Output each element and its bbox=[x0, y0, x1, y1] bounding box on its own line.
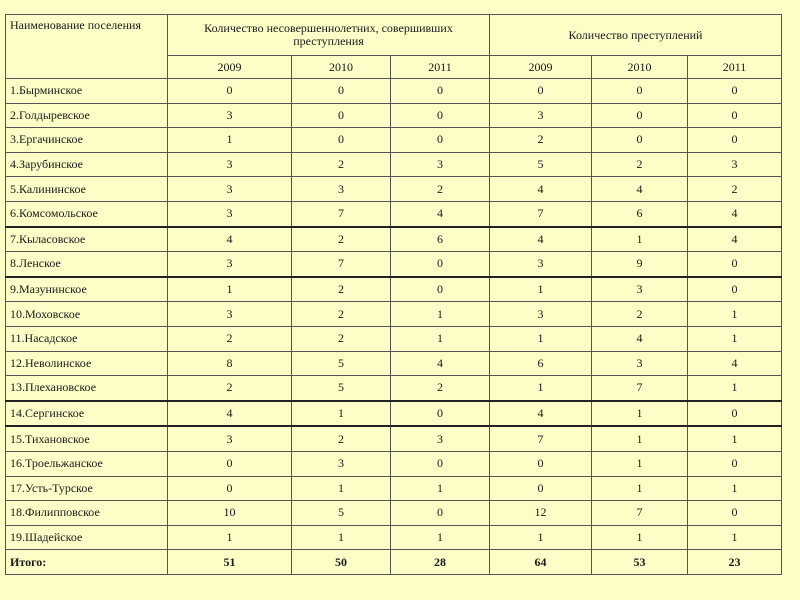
value-cell: 1 bbox=[490, 376, 592, 401]
value-cell: 0 bbox=[688, 79, 782, 104]
crime-statistics-table bbox=[5, 14, 782, 575]
minors-group-header: Количество несовершеннолетних, совершивших преступления bbox=[168, 15, 490, 56]
value-cell: 1 bbox=[292, 476, 391, 501]
settlement-name: 11.Насадское bbox=[6, 326, 168, 351]
value-cell: 3 bbox=[168, 302, 292, 327]
table-row bbox=[6, 501, 782, 526]
value-cell: 2 bbox=[592, 152, 688, 177]
value-cell: 3 bbox=[490, 103, 592, 128]
value-cell: 0 bbox=[292, 79, 391, 104]
table-row bbox=[6, 177, 782, 202]
value-cell: 4 bbox=[168, 401, 292, 427]
settlement-name: 2.Голдыревское bbox=[6, 103, 168, 128]
value-cell: 3 bbox=[168, 103, 292, 128]
value-cell: 2 bbox=[292, 426, 391, 451]
value-cell: 1 bbox=[292, 401, 391, 427]
value-cell: 7 bbox=[292, 252, 391, 277]
value-cell: 3 bbox=[168, 252, 292, 277]
year-header: 2010 bbox=[592, 56, 688, 79]
value-cell: 1 bbox=[688, 302, 782, 327]
value-cell: 1 bbox=[391, 326, 490, 351]
year-header: 2010 bbox=[292, 56, 391, 79]
value-cell: 1 bbox=[490, 326, 592, 351]
value-cell: 3 bbox=[292, 177, 391, 202]
value-cell: 5 bbox=[490, 152, 592, 177]
value-cell: 1 bbox=[592, 451, 688, 476]
table-row bbox=[6, 426, 782, 451]
table-row bbox=[6, 152, 782, 177]
table-row bbox=[6, 326, 782, 351]
value-cell: 0 bbox=[391, 252, 490, 277]
value-cell: 12 bbox=[490, 501, 592, 526]
value-cell: 0 bbox=[688, 252, 782, 277]
value-cell: 6 bbox=[592, 201, 688, 226]
value-cell: 0 bbox=[168, 451, 292, 476]
value-cell: 0 bbox=[391, 401, 490, 427]
value-cell: 1 bbox=[391, 476, 490, 501]
value-cell: 4 bbox=[391, 351, 490, 376]
value-cell: 4 bbox=[490, 401, 592, 427]
settlement-name: 5.Калининское bbox=[6, 177, 168, 202]
table-row bbox=[6, 277, 782, 302]
value-cell: 53 bbox=[592, 550, 688, 575]
year-header: 2009 bbox=[490, 56, 592, 79]
value-cell: 4 bbox=[592, 326, 688, 351]
table-row bbox=[6, 79, 782, 104]
settlement-name: 4.Зарубинское bbox=[6, 152, 168, 177]
value-cell: 0 bbox=[168, 476, 292, 501]
value-cell: 9 bbox=[592, 252, 688, 277]
table-row bbox=[6, 525, 782, 550]
value-cell: 0 bbox=[292, 128, 391, 153]
value-cell: 0 bbox=[688, 401, 782, 427]
table-row bbox=[6, 376, 782, 401]
value-cell: 1 bbox=[592, 476, 688, 501]
value-cell: 1 bbox=[168, 128, 292, 153]
value-cell: 4 bbox=[168, 227, 292, 252]
value-cell: 5 bbox=[292, 351, 391, 376]
settlement-name: 6.Комсомольское bbox=[6, 201, 168, 226]
value-cell: 7 bbox=[592, 376, 688, 401]
value-cell: 0 bbox=[490, 451, 592, 476]
value-cell: 3 bbox=[688, 152, 782, 177]
value-cell: 1 bbox=[490, 525, 592, 550]
value-cell: 0 bbox=[391, 103, 490, 128]
value-cell: 64 bbox=[490, 550, 592, 575]
header-row-groups bbox=[6, 15, 782, 56]
table-row bbox=[6, 252, 782, 277]
value-cell: 4 bbox=[688, 201, 782, 226]
value-cell: 0 bbox=[391, 277, 490, 302]
table-row bbox=[6, 351, 782, 376]
value-cell: 1 bbox=[592, 227, 688, 252]
year-header: 2011 bbox=[391, 56, 490, 79]
value-cell: 0 bbox=[391, 451, 490, 476]
table-row bbox=[6, 227, 782, 252]
value-cell: 2 bbox=[592, 302, 688, 327]
value-cell: 0 bbox=[688, 128, 782, 153]
value-cell: 0 bbox=[688, 451, 782, 476]
value-cell: 1 bbox=[688, 326, 782, 351]
value-cell: 0 bbox=[688, 103, 782, 128]
value-cell: 1 bbox=[168, 277, 292, 302]
value-cell: 3 bbox=[490, 302, 592, 327]
value-cell: 1 bbox=[391, 525, 490, 550]
value-cell: 4 bbox=[490, 177, 592, 202]
value-cell: 2 bbox=[168, 326, 292, 351]
value-cell: 1 bbox=[490, 277, 592, 302]
value-cell: 2 bbox=[391, 177, 490, 202]
crimes-group-header: Количество преступлений bbox=[490, 15, 782, 56]
value-cell: 4 bbox=[490, 227, 592, 252]
value-cell: 4 bbox=[391, 201, 490, 226]
value-cell: 4 bbox=[688, 227, 782, 252]
table-row bbox=[6, 128, 782, 153]
value-cell: 1 bbox=[688, 376, 782, 401]
value-cell: 2 bbox=[490, 128, 592, 153]
value-cell: 7 bbox=[292, 201, 391, 226]
value-cell: 3 bbox=[168, 177, 292, 202]
value-cell: 1 bbox=[688, 525, 782, 550]
value-cell: 1 bbox=[168, 525, 292, 550]
value-cell: 3 bbox=[292, 451, 391, 476]
value-cell: 0 bbox=[292, 103, 391, 128]
settlement-name: 16.Троельжанское bbox=[6, 451, 168, 476]
value-cell: 0 bbox=[688, 501, 782, 526]
value-cell: 28 bbox=[391, 550, 490, 575]
settlement-name: 8.Ленское bbox=[6, 252, 168, 277]
table-row bbox=[6, 302, 782, 327]
value-cell: 1 bbox=[592, 525, 688, 550]
value-cell: 0 bbox=[391, 79, 490, 104]
value-cell: 0 bbox=[391, 128, 490, 153]
value-cell: 23 bbox=[688, 550, 782, 575]
value-cell: 3 bbox=[168, 152, 292, 177]
value-cell: 3 bbox=[391, 152, 490, 177]
value-cell: 2 bbox=[292, 277, 391, 302]
settlement-name: 3.Ергачинское bbox=[6, 128, 168, 153]
total-row bbox=[6, 550, 782, 575]
value-cell: 3 bbox=[168, 426, 292, 451]
value-cell: 7 bbox=[592, 501, 688, 526]
value-cell: 0 bbox=[592, 79, 688, 104]
value-cell: 2 bbox=[292, 326, 391, 351]
table-row bbox=[6, 476, 782, 501]
settlement-name: 7.Кыласовское bbox=[6, 227, 168, 252]
settlement-name: 1.Бырминское bbox=[6, 79, 168, 104]
value-cell: 3 bbox=[490, 252, 592, 277]
value-cell: 4 bbox=[592, 177, 688, 202]
table-row bbox=[6, 451, 782, 476]
value-cell: 2 bbox=[292, 227, 391, 252]
value-cell: 0 bbox=[592, 103, 688, 128]
settlement-name: 13.Плехановское bbox=[6, 376, 168, 401]
value-cell: 0 bbox=[168, 79, 292, 104]
value-cell: 0 bbox=[688, 277, 782, 302]
value-cell: 1 bbox=[292, 525, 391, 550]
value-cell: 4 bbox=[688, 351, 782, 376]
value-cell: 6 bbox=[490, 351, 592, 376]
settlement-column-header: Наименование поселения bbox=[6, 15, 168, 79]
settlement-name: 19.Шадейское bbox=[6, 525, 168, 550]
value-cell: 51 bbox=[168, 550, 292, 575]
settlement-name: Итого: bbox=[6, 550, 168, 575]
settlement-name: 10.Моховское bbox=[6, 302, 168, 327]
value-cell: 2 bbox=[292, 302, 391, 327]
settlement-name: 17.Усть-Турское bbox=[6, 476, 168, 501]
table-row bbox=[6, 401, 782, 427]
year-header: 2011 bbox=[688, 56, 782, 79]
value-cell: 3 bbox=[391, 426, 490, 451]
value-cell: 1 bbox=[592, 401, 688, 427]
value-cell: 3 bbox=[168, 201, 292, 226]
value-cell: 1 bbox=[592, 426, 688, 451]
value-cell: 50 bbox=[292, 550, 391, 575]
year-header: 2009 bbox=[168, 56, 292, 79]
value-cell: 2 bbox=[168, 376, 292, 401]
settlement-name: 14.Сергинское bbox=[6, 401, 168, 427]
value-cell: 10 bbox=[168, 501, 292, 526]
value-cell: 7 bbox=[490, 426, 592, 451]
value-cell: 8 bbox=[168, 351, 292, 376]
value-cell: 1 bbox=[688, 426, 782, 451]
value-cell: 0 bbox=[490, 79, 592, 104]
settlement-name: 15.Тихановское bbox=[6, 426, 168, 451]
value-cell: 0 bbox=[391, 501, 490, 526]
value-cell: 2 bbox=[391, 376, 490, 401]
settlement-name: 18.Филипповское bbox=[6, 501, 168, 526]
value-cell: 5 bbox=[292, 501, 391, 526]
table-row bbox=[6, 103, 782, 128]
value-cell: 6 bbox=[391, 227, 490, 252]
value-cell: 1 bbox=[688, 476, 782, 501]
value-cell: 0 bbox=[592, 128, 688, 153]
value-cell: 3 bbox=[592, 351, 688, 376]
table-row bbox=[6, 201, 782, 226]
settlement-name: 9.Мазунинское bbox=[6, 277, 168, 302]
value-cell: 7 bbox=[490, 201, 592, 226]
value-cell: 0 bbox=[490, 476, 592, 501]
table-body bbox=[6, 79, 782, 575]
settlement-name: 12.Неволинское bbox=[6, 351, 168, 376]
value-cell: 2 bbox=[292, 152, 391, 177]
value-cell: 5 bbox=[292, 376, 391, 401]
value-cell: 3 bbox=[592, 277, 688, 302]
value-cell: 1 bbox=[391, 302, 490, 327]
value-cell: 2 bbox=[688, 177, 782, 202]
